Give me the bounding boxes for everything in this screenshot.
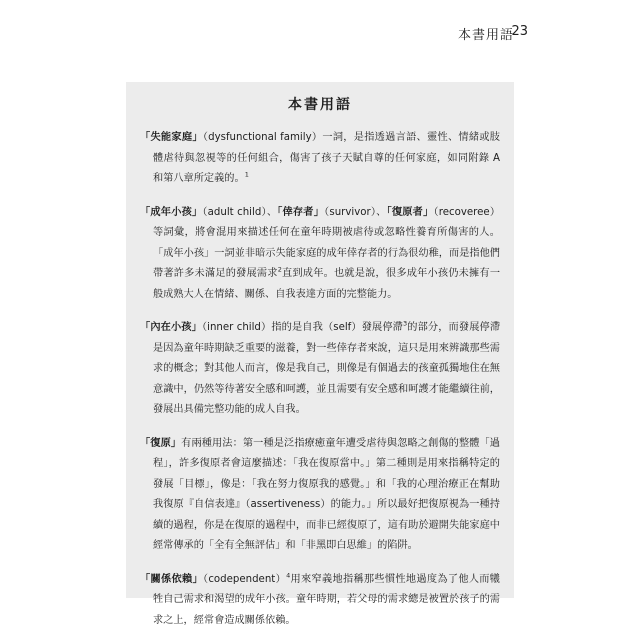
entry-text: （inner child）指的是自我（self）發展停滯 <box>201 322 403 333</box>
glossary-term: 「成年小孩」 <box>140 206 203 218</box>
glossary-entry <box>140 434 500 557</box>
footnote-marker: 1 <box>244 170 249 179</box>
glossary-term: 「關係依賴」 <box>140 573 203 585</box>
glossary-entries <box>140 128 500 631</box>
glossary-term: 「復原者」 <box>386 206 434 218</box>
glossary-entry <box>140 570 500 632</box>
glossary-entry <box>140 128 500 190</box>
glossary-entry <box>140 318 500 421</box>
entry-text: （dysfunctional family）一詞，是指透過言語、靈性、情緒或肢體虐待與忽視等的任何組合，傷害了孩子天賦自尊的任何家庭，如同附錄 A 和第八章所定義的。 <box>153 132 500 184</box>
glossary-panel <box>126 82 514 626</box>
entry-text: （recoveree）等詞彙，將會混用來描述任何在童年時期被虐待或忽略性養育所傷害的人。「成年小孩」一詞並非暗示失能家庭的成年倖存者的行為很幼稚，而是指他們帶著許多未滿足的發展需求 <box>153 206 501 279</box>
page-number: 23 <box>511 24 528 39</box>
glossary-term: 「失能家庭」 <box>140 132 203 143</box>
footnote-marker: 4 <box>286 571 291 580</box>
entry-text: （survivor）、 <box>324 206 387 218</box>
entry-text: （adult child）、 <box>202 206 278 218</box>
entry-text: 的部分，而發展停滯是因為童年時期缺乏重要的滋養，對一些倖存者來說，這只是用來辨識那些需求的概念；對其他人而言，像是我自己，則像是有個過去的孩童孤獨地住在無意識中，仍然等待著安全感和呵護，並且需要有安全感和呵護才能繼續往前，發展出具備完整功能的成人自我。 <box>153 322 501 415</box>
glossary-term: 「倖存者」 <box>277 206 325 218</box>
entry-text: 有兩種用法：第一種是泛指療癒童年遭受虐待與忽略之創傷的整體「過程」，許多復原者會這麼描述：「我在復原當中。」第二種則是用來指稱特定的發展「目標」，像是：「我在努力復原我的感覺。」和「我的心理治療正在幫助我復原『自信表達』（assertiveness）的能力。」所以最好把復原視為一種持續的過程，你是在復原的過程中，而非已經復原了，這有助於避開失能家庭中經常傳承的「全有全無評估」和「非黑即白思維」的陷阱。 <box>153 437 500 551</box>
panel-title: 本書用語 <box>288 97 352 113</box>
running-head-title: 本書用語 <box>457 28 514 43</box>
glossary-term: 「復原」 <box>140 437 182 449</box>
entry-text: 用來窄義地指稱那些慣性地過度為了他人而犧牲自己需求和渴望的成年小孩。童年時期，若父母的需求總是被置於孩子的需求之上，經常會造成關係依賴。 <box>153 573 500 626</box>
footnote-marker: 2 <box>277 265 282 274</box>
glossary-term: 「內在小孩」 <box>140 322 202 333</box>
glossary-entry <box>140 203 500 306</box>
entry-text: （codependent） <box>202 573 287 585</box>
entry-text: 直到成年。也就是說，很多成年小孩仍未擁有一般成熟大人在情緒、關係、自我表達方面的完整能力。 <box>153 268 501 300</box>
footnote-marker: 3 <box>403 319 408 328</box>
